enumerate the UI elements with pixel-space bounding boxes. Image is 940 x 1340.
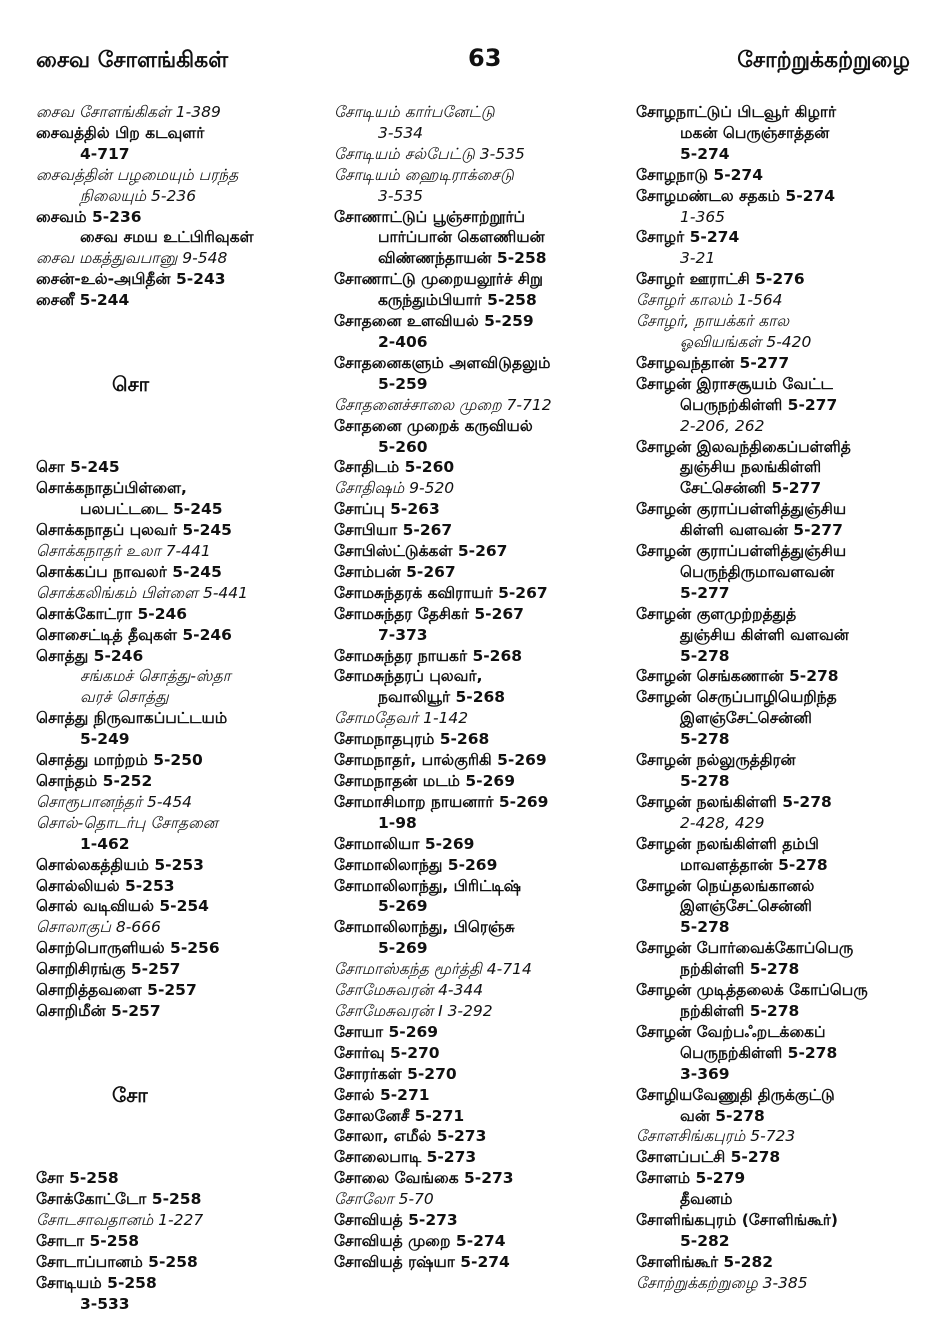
section-heading: சோ — [112, 1082, 148, 1107]
index-entry: சோமசுந்தரக் கவிராயர் 5-267 — [334, 583, 548, 602]
index-entry-continuation: 5-278 — [680, 730, 730, 749]
section-heading: சொ — [112, 371, 150, 396]
index-entry-continuation: ஓவியங்கள் 5-420 — [680, 332, 812, 351]
index-entry-continuation: 5-259 — [378, 374, 428, 393]
index-entry: சோமாலிலாந்து 5-269 — [334, 855, 498, 874]
index-entry: சொக்கநாதப் புலவர் 5-245 — [36, 521, 232, 540]
index-entry: சொல்லியல் 5-253 — [36, 876, 175, 895]
index-entry: சொக்கப்ப நாவலர் 5-245 — [36, 562, 222, 581]
index-entry-continuation: இளஞ்சேட்சென்னி — [680, 709, 812, 728]
index-entry: சோமநாதர், பால்குரிகி 5-269 — [334, 751, 547, 770]
blank-line — [36, 1043, 311, 1064]
index-entry: சோழன் நலங்கிள்ளி 5-278 — [636, 792, 832, 811]
blank-line — [36, 1126, 311, 1147]
index-entry: சோழன் இராசசூயம் வேட்ட — [636, 374, 833, 393]
index-entry: சோழன் குராப்பள்ளித்துஞ்சிய — [636, 500, 847, 519]
index-entry: சோழன் வேற்பஃறடக்கைப் — [636, 1022, 826, 1041]
index-entry: சைவத்தில் பிற கடவுளர் — [36, 123, 205, 142]
index-entry: சைனீ 5-244 — [36, 291, 130, 310]
index-entry: சோமேசுவரன் I 3-292 — [334, 1001, 493, 1020]
index-entry: சோழியவேணுதி திருக்குட்டு — [636, 1085, 835, 1104]
header-right-guide-word: சோற்றுக்கற்றுழை — [737, 48, 910, 73]
blank-line — [36, 332, 311, 353]
index-entry: சைவம் 5-236 — [36, 207, 142, 226]
index-entry: சோலைபாடி 5-273 — [334, 1148, 477, 1167]
page-number: 63 — [468, 44, 502, 72]
index-entry-continuation: 5-260 — [378, 437, 428, 456]
index-entry-continuation: 5-278 — [680, 646, 730, 665]
index-entry: சோமாலிலாந்து, பிரெஞ்சு — [334, 918, 515, 937]
index-entry-continuation: 5-249 — [80, 730, 130, 749]
index-entry: சோவியத் ரஷ்யா 5-274 — [334, 1252, 510, 1271]
index-entry: சோணாட்டுப் பூஞ்சாற்றூர்ப் — [334, 207, 526, 226]
blank-line — [36, 395, 311, 416]
index-entry-continuation: சேட்சென்னி 5-277 — [680, 479, 822, 498]
index-entry: சொத்து மாற்றம் 5-250 — [36, 751, 203, 770]
index-entry-continuation: மாவளத்தான் 5-278 — [680, 855, 828, 874]
index-entry: சொ 5-245 — [36, 458, 120, 477]
index-entry-continuation: நிலையும் 5-236 — [80, 186, 197, 205]
index-entry: சோடியம் கார்பனேட்டு — [334, 103, 495, 121]
index-entry: சோமநாதபுரம் 5-268 — [334, 730, 490, 749]
index-entry: சோற்றுக்கற்றுழை 3-385 — [636, 1273, 808, 1292]
index-entry: சோதனைகளும் அளவிடுதலும் — [334, 353, 551, 372]
index-entry-continuation: சைவ சமய உட்பிரிவுகள் — [80, 228, 254, 247]
index-entry: சோழன் செங்கணான் 5-278 — [636, 667, 839, 686]
index-entry-continuation: நவாலியூர் 5-268 — [378, 688, 506, 707]
index-entry-continuation: பெருநற்கிள்ளி 5-277 — [680, 395, 838, 414]
index-entry: சைன்-உல்-அபிதீன் 5-243 — [36, 270, 226, 289]
index-entry-continuation: தீவனம் — [680, 1190, 733, 1209]
index-entry: சொறிமீன் 5-257 — [36, 1001, 161, 1020]
index-entry-continuation: துஞ்சிய கிள்ளி வளவன் — [680, 625, 849, 644]
index-entry: சோக்கோட்டோ 5-258 — [36, 1190, 202, 1209]
blank-line — [36, 1106, 311, 1127]
index-entry: சோலை வேங்கை 5-273 — [334, 1169, 514, 1188]
index-entry: சோழன் குளமுற்றத்துத் — [636, 604, 797, 623]
index-entry: சோ 5-258 — [36, 1169, 119, 1188]
index-entry: சொல்லகத்தியம் 5-253 — [36, 855, 204, 874]
index-entry-continuation: 1-462 — [80, 834, 130, 853]
index-entry-continuation: 3-533 — [80, 1294, 130, 1313]
index-entry: சோமநாதன் மடம் 5-269 — [334, 772, 515, 790]
index-entry: சொசைட்டித் தீவுகள் 5-246 — [36, 625, 232, 644]
index-entry-continuation: கிள்ளி வளவன் 5-277 — [680, 521, 843, 540]
index-entry: சோடசாவதானம் 1-227 — [36, 1211, 204, 1230]
index-entry: சொக்கலிங்கம் பிள்ளை 5-441 — [36, 583, 248, 602]
index-entry: சோடியம் சல்பேட்டு 3-535 — [334, 144, 525, 163]
blank-line — [36, 416, 311, 437]
header-left-guide-word: சைவ சோளங்கிகள் — [36, 48, 229, 73]
index-entry: சொலாகுப் 8-666 — [36, 918, 161, 937]
index-entry: சோளிங்கபுரம் (சோளிங்கூர்) — [636, 1211, 838, 1230]
index-entry-continuation: 5-278 — [680, 772, 730, 790]
index-entry-continuation: பலபட்டடை 5-245 — [80, 500, 223, 519]
index-entry: சோழநாட்டுப் பிடவூர் கிழார் — [636, 103, 837, 121]
index-entry: சோடியம் ஹைடிராக்சைடு — [334, 165, 514, 184]
index-entry: சோபியா 5-267 — [334, 521, 453, 540]
index-entry-continuation: 7-373 — [378, 625, 428, 644]
index-entry-continuation: துஞ்சிய நலங்கிள்ளி — [680, 458, 822, 477]
index-entry-continuation: 2-428, 429 — [680, 813, 765, 832]
index-entry: சோழர் ஊராட்சி 5-276 — [636, 270, 805, 289]
blank-line — [36, 353, 311, 374]
blank-line — [36, 311, 311, 332]
index-entry: சோழன் போர்வைக்கோப்பெரு — [636, 939, 854, 958]
index-entry: சோளப்பட்சி 5-278 — [636, 1148, 781, 1167]
index-entry: சோதனை முறைக் கருவியல் — [334, 416, 533, 435]
index-entry: சோலோ 5-70 — [334, 1190, 434, 1209]
index-entry-continuation: 1-98 — [378, 813, 417, 832]
index-entry: சோழன் செருப்பாழியெறிந்த — [636, 688, 837, 707]
index-entry: சோழன் நல்லுருத்திரன் — [636, 751, 796, 770]
index-entry: சொற்பொருளியல் 5-256 — [36, 939, 220, 958]
index-entry-continuation: 5-274 — [680, 144, 730, 163]
index-entry: சோளிங்கூர் 5-282 — [636, 1252, 774, 1271]
index-entry-continuation: இளஞ்சேட்சென்னி — [680, 897, 812, 916]
index-entry: சோழர் காலம் 1-564 — [636, 291, 783, 310]
index-entry: சோதனை உளவியல் 5-259 — [334, 312, 534, 331]
index-entry: சோமாலியா 5-269 — [334, 834, 475, 853]
index-entry: சோடாப்பானம் 5-258 — [36, 1252, 198, 1271]
index-entry: சோமதேவர் 1-142 — [334, 709, 469, 728]
index-entry: சொத்து 5-246 — [36, 646, 144, 665]
index-entry-continuation: விண்ணந்தாயன் 5-258 — [378, 249, 547, 268]
index-entry-continuation: 5-269 — [378, 939, 428, 958]
index-entry: சோம்பன் 5-267 — [334, 562, 456, 581]
index-entry: சோமேசுவரன் 4-344 — [334, 981, 484, 1000]
index-entry-continuation: வரச் சொத்து — [80, 688, 169, 707]
index-entry: சோதனைச்சாலை முறை 7-712 — [334, 395, 552, 414]
blank-line — [36, 1147, 311, 1168]
index-entry-continuation: நற்கிள்ளி 5-278 — [680, 1001, 800, 1020]
index-entry: சைவத்தின் பழமையும் பரந்த — [36, 165, 239, 184]
index-entry: சோவியத் 5-273 — [334, 1211, 458, 1230]
index-entry-continuation: பெருந்திருமாவளவன் — [680, 562, 835, 581]
index-entry: சோதிஷம் 9-520 — [334, 479, 455, 498]
index-entry: சொக்கநாதப்பிள்ளை, — [36, 479, 187, 498]
index-entry: சைவ மகத்துவபானு 9-548 — [36, 249, 228, 268]
index-entry-continuation: வன் 5-278 — [680, 1106, 765, 1125]
index-entry: சோதிடம் 5-260 — [334, 458, 455, 477]
index-entry: சோழன் நலங்கிள்ளி தம்பி — [636, 834, 819, 853]
index-entry: சோரர்கள் 5-270 — [334, 1064, 457, 1083]
index-entry: சோமாசிமாற நாயனார் 5-269 — [334, 792, 549, 811]
index-entry: சோழன் நெய்தலங்கானல் — [636, 876, 815, 895]
index-entry-continuation: மகன் பெருஞ்சாத்தன் — [680, 123, 830, 142]
index-entry-continuation: கருந்தும்பியார் 5-258 — [378, 291, 537, 310]
index-entry: சோப்பு 5-263 — [334, 500, 440, 519]
index-entry: சொத்து நிருவாகப்பட்டயம் — [36, 709, 228, 728]
index-entry-continuation: பெருநற்கிள்ளி 5-278 — [680, 1043, 838, 1062]
index-entry-continuation: 2-406 — [378, 332, 428, 351]
index-entry: சோலா, எமீல் 5-273 — [334, 1127, 487, 1146]
index-entry: சோழன் இலவந்திகைப்பள்ளித் — [636, 437, 851, 456]
blank-line — [36, 1064, 311, 1085]
index-entry: சோடா 5-258 — [36, 1231, 140, 1250]
index-entry: சொல்-தொடர்பு சோதனை — [36, 813, 218, 832]
index-entry: சொறிசிரங்கு 5-257 — [36, 960, 181, 979]
index-entry-continuation: நற்கிள்ளி 5-278 — [680, 960, 800, 979]
index-entry: சோயா 5-269 — [334, 1022, 439, 1041]
index-entry: சோமாஸ்கந்த மூர்த்தி 4-714 — [334, 960, 532, 979]
index-entry: சோழவந்தான் 5-277 — [636, 353, 790, 372]
index-entry: சொல் வடிவியல் 5-254 — [36, 897, 209, 916]
index-entry: சோழர் 5-274 — [636, 228, 740, 247]
index-entry: சோர்வு 5-270 — [334, 1043, 440, 1062]
index-entry: சோழநாடு 5-274 — [636, 165, 764, 184]
page-header — [36, 44, 910, 84]
index-entry: சோடியம் 5-258 — [36, 1273, 157, 1292]
index-entry-continuation: 5-278 — [680, 918, 730, 937]
index-column-3 — [636, 102, 926, 1294]
index-entry-continuation: 3-21 — [680, 249, 716, 268]
index-entry: சொறித்தவளை 5-257 — [36, 981, 197, 1000]
index-entry: சோமசுந்தர தேசிகர் 5-267 — [334, 604, 524, 623]
index-entry-continuation: 3-535 — [378, 186, 424, 205]
index-entry: சோளசிங்கபுரம் 5-723 — [636, 1127, 796, 1146]
index-entry: சொக்கநாதர் உலா 7-441 — [36, 542, 211, 561]
index-entry: சோமசுந்தர நாயகர் 5-268 — [334, 646, 523, 665]
index-entry: சொந்தம் 5-252 — [36, 772, 153, 790]
index-entry: சோல் 5-271 — [334, 1085, 430, 1104]
index-entry: சோவியத் முறை 5-274 — [334, 1231, 506, 1250]
index-entry: சொரூபானந்தர் 5-454 — [36, 792, 193, 811]
index-entry: சோணாட்டு முறையலூர்ச் சிறு — [334, 270, 543, 289]
index-entry-continuation: 3-369 — [680, 1064, 730, 1083]
index-column-1 — [36, 102, 311, 1315]
index-entry-continuation: பார்ப்பான் கௌணியன் — [378, 228, 545, 247]
index-entry: சோழர், நாயக்கர் கால — [636, 312, 790, 331]
index-entry: சோமாலிலாந்து, பிரிட்டிஷ் — [334, 876, 521, 895]
index-column-2 — [334, 102, 624, 1273]
index-entry-continuation: சங்கமச் சொத்து-ஸ்தா — [80, 667, 231, 686]
index-entry-continuation: 4-717 — [80, 144, 130, 163]
index-entry: சைவ சோளங்கிகள் 1-389 — [36, 103, 221, 121]
index-entry: சோளம் 5-279 — [636, 1169, 746, 1188]
blank-line — [36, 1022, 311, 1043]
index-entry-continuation: 5-269 — [378, 897, 428, 916]
index-entry: சோலனேசீ 5-271 — [334, 1106, 465, 1125]
index-entry: சோபிஸ்ட்டுக்கள் 5-267 — [334, 542, 508, 561]
index-entry: சோழன் முடித்தலைக் கோப்பெரு — [636, 981, 868, 1000]
index-entry: சோழன் குராப்பள்ளித்துஞ்சிய — [636, 542, 847, 561]
index-entry-continuation: 5-282 — [680, 1231, 730, 1250]
index-entry-continuation: 1-365 — [680, 207, 726, 226]
blank-line — [36, 437, 311, 458]
index-entry: சொக்கோட்ரா 5-246 — [36, 604, 188, 623]
index-entry-continuation: 3-534 — [378, 123, 424, 142]
index-entry-continuation: 5-277 — [680, 583, 730, 602]
index-entry: சோழமண்டல சதகம் 5-274 — [636, 186, 835, 205]
index-entry: சோமசுந்தரப் புலவர், — [334, 667, 483, 686]
index-entry-continuation: 2-206, 262 — [680, 416, 765, 435]
